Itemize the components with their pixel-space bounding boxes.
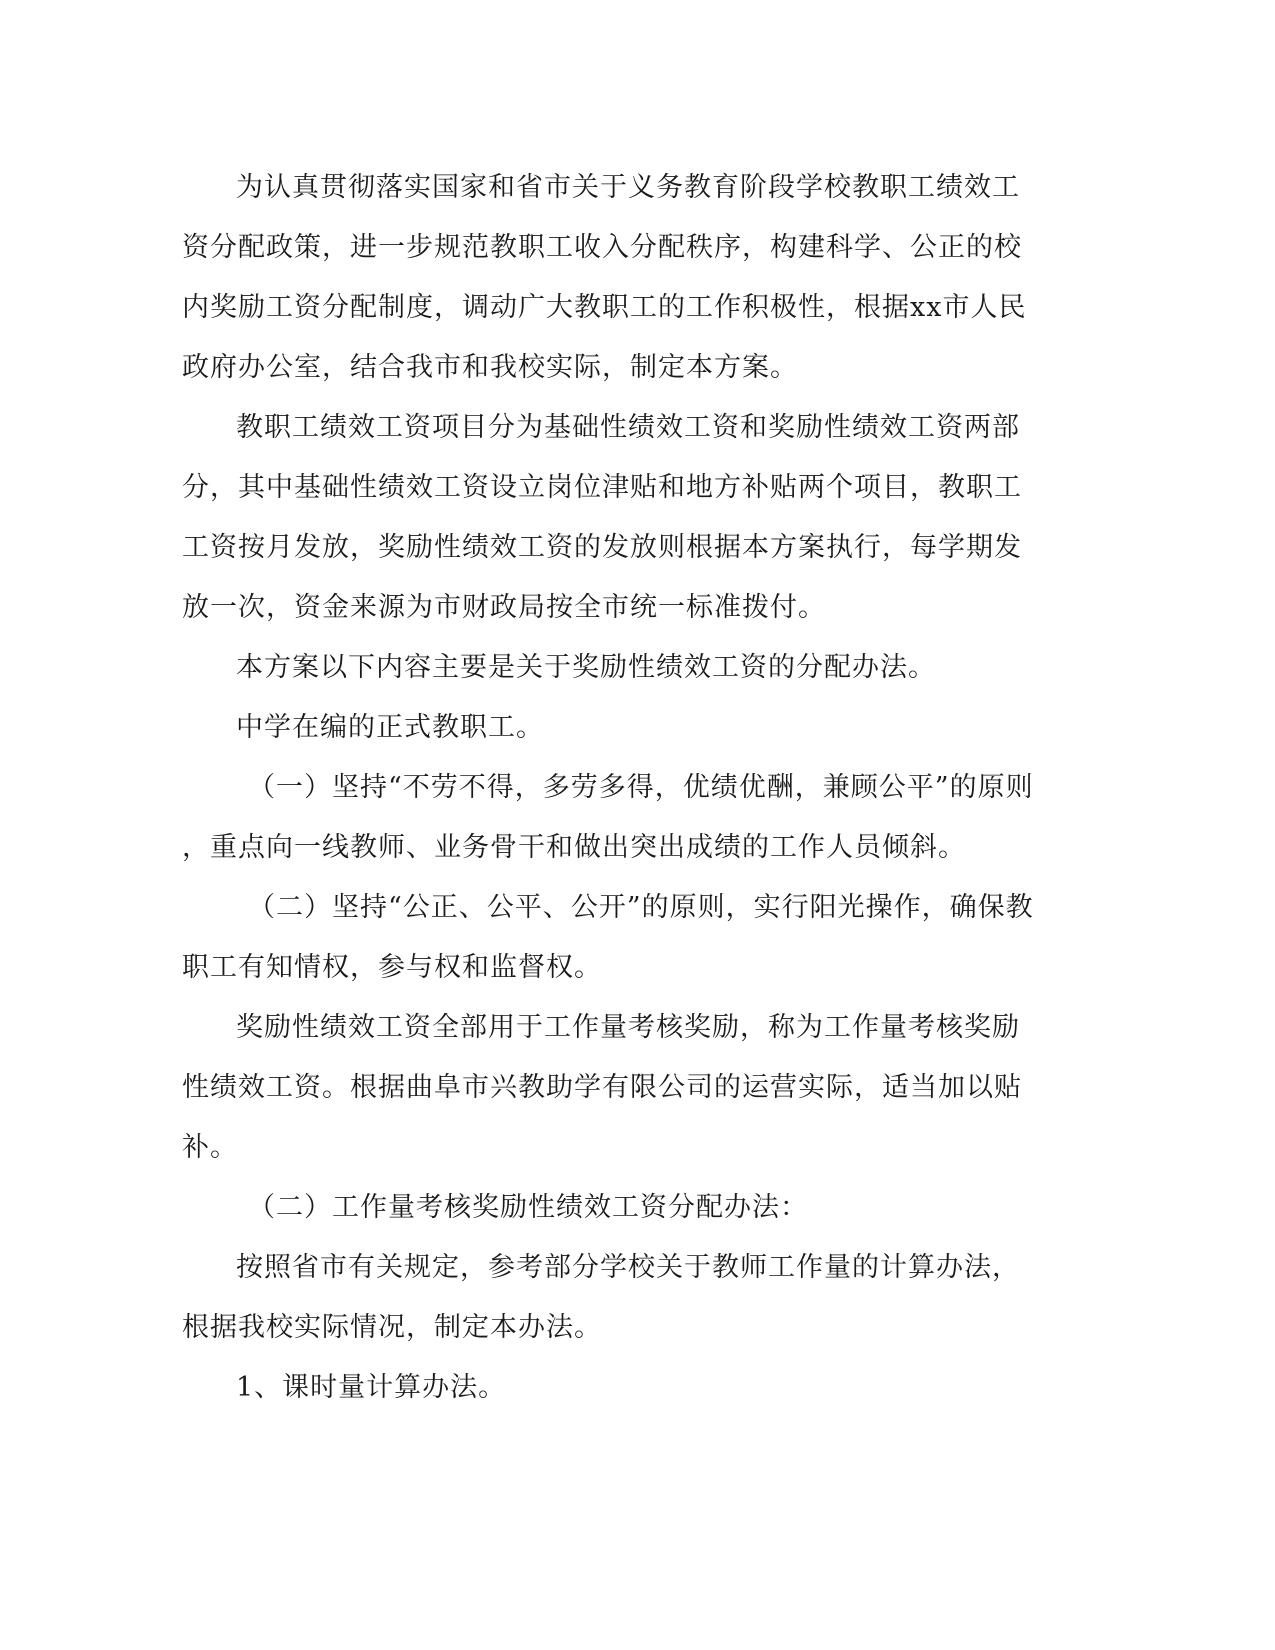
text-line: 放一次，资金来源为市财政局按全市统一标准拨付。 [182, 592, 826, 623]
text-line: 分，其中基础性绩效工资设立岗位津贴和地方补贴两个项目，教职工 [182, 472, 1022, 503]
paragraph-salary-structure [182, 398, 1052, 638]
text-line: 资分配政策，进一步规范教职工收入分配秩序，构建科学、公正的校 [182, 232, 1022, 263]
text-line: 职工有知情权，参与权和监督权。 [182, 952, 602, 983]
list-item-class-hours [182, 1358, 1052, 1418]
text-line: 教职工绩效工资项目分为基础性绩效工资和奖励性绩效工资两部 [236, 412, 1020, 443]
paragraph-method-basis [182, 1238, 1052, 1358]
paragraph-principle-one [182, 758, 1052, 878]
text-line: 为认真贯彻落实国家和省市关于义务教育阶段学校教职工绩效工 [236, 172, 1020, 203]
paragraph-scope-note [182, 638, 1052, 698]
paragraph-target-staff [182, 698, 1052, 758]
text-line: 按照省市有关规定，参考部分学校关于教师工作量的计算办法， [236, 1252, 1020, 1283]
text-line: 内奖励工资分配制度，调动广大教职工的工作积极性，根据xx市人民 [182, 292, 1027, 323]
text-line: 根据我校实际情况，制定本办法。 [182, 1312, 602, 1343]
text-line: （二）坚持“公正、公平、公开”的原则，实行阳光操作，确保教 [248, 892, 1034, 923]
document-body [182, 158, 1052, 1418]
text-line: 补。 [182, 1132, 238, 1163]
paragraph-principle-two [182, 878, 1052, 998]
text-line: 工资按月发放，奖励性绩效工资的发放则根据本方案执行，每学期发 [182, 532, 1022, 563]
text-line: ，重点向一线教师、业务骨干和做出突出成绩的工作人员倾斜。 [182, 832, 966, 863]
text-line: 中学在编的正式教职工。 [236, 712, 544, 743]
text-line: 本方案以下内容主要是关于奖励性绩效工资的分配办法。 [236, 652, 936, 683]
text-line: （一）坚持“不劳不得，多劳多得，优绩优酬，兼顾公平”的原则 [248, 772, 1034, 803]
text-line: 性绩效工资。根据曲阜市兴教助学有限公司的运营实际，适当加以贴 [182, 1072, 1022, 1103]
text-line: 1、课时量计算办法。 [236, 1372, 507, 1403]
section-heading-distribution [182, 1178, 1052, 1238]
paragraph-policy-purpose [182, 158, 1052, 398]
text-line: 奖励性绩效工资全部用于工作量考核奖励，称为工作量考核奖励 [236, 1012, 1020, 1043]
text-line: 政府办公室，结合我市和我校实际，制定本方案。 [182, 352, 798, 383]
paragraph-workload-reward [182, 998, 1052, 1178]
text-line: （二）工作量考核奖励性绩效工资分配办法： [248, 1192, 808, 1223]
